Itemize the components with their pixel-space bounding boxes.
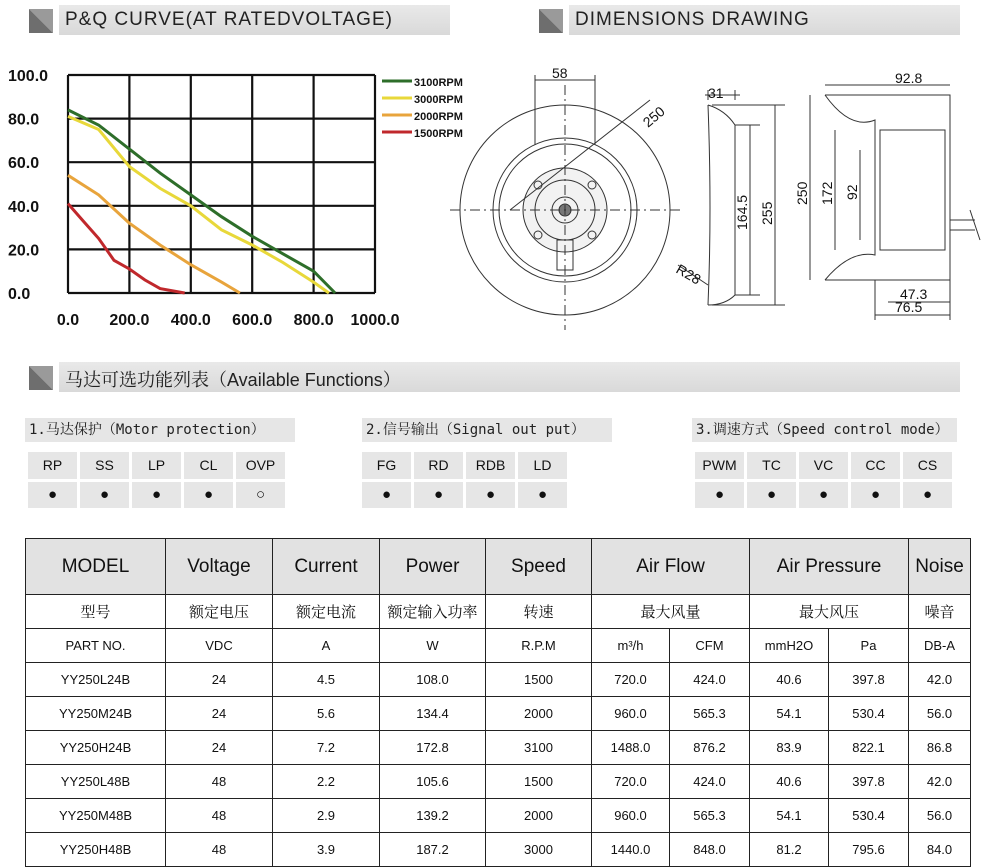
table-unit-row [26, 629, 971, 663]
header-power: Power [380, 539, 486, 595]
corner-icon [25, 5, 59, 35]
y-tick-label: 60.0 [8, 155, 40, 173]
functions-section-title: 马达可选功能列表（Available Functions） [65, 370, 401, 390]
dim-172: 172 [819, 181, 835, 205]
y-tick-label: 20.0 [8, 242, 40, 260]
function-cell: TC ● [747, 452, 796, 508]
table-row [26, 765, 971, 799]
dim-47-3: 47.3 [900, 286, 928, 302]
dim-31: 31 [708, 85, 724, 101]
table-cell: 960.0 [592, 697, 670, 731]
pq-section-header [25, 5, 450, 35]
table-cell: 187.2 [380, 833, 486, 867]
table-cell: 397.8 [829, 663, 909, 697]
table-cell: 848.0 [670, 833, 750, 867]
pq-section-title: P&Q CURVE(AT RATEDVOLTAGE) [65, 9, 393, 30]
table-cell: 2.2 [273, 765, 380, 799]
legend-label: 1500RPM [414, 128, 463, 140]
table-cell: 1440.0 [592, 833, 670, 867]
table-cell: 424.0 [670, 663, 750, 697]
y-tick-label: 40.0 [8, 198, 40, 216]
table-cell: YY250M48B [26, 799, 166, 833]
function-cell: FG ● [362, 452, 411, 508]
unit-cell: A [273, 629, 380, 663]
table-cell: 565.3 [670, 799, 750, 833]
table-cell: 720.0 [592, 765, 670, 799]
unit-cell: Pa [829, 629, 909, 663]
dim-250: 250 [639, 103, 668, 131]
header-cn: 型号 [26, 595, 166, 629]
table-cell: 42.0 [909, 663, 971, 697]
header-model: MODEL [26, 539, 166, 595]
x-tick-label: 400.0 [170, 312, 211, 329]
table-cell: 2000 [486, 799, 592, 833]
dim-r28: R28 [673, 260, 704, 288]
table-cell: 2000 [486, 697, 592, 731]
unit-cell: mmH2O [750, 629, 829, 663]
legend-label: 3100RPM [414, 77, 463, 89]
unit-cell: CFM [670, 629, 750, 663]
table-cell: YY250M24B [26, 697, 166, 731]
functions-section-header [25, 362, 960, 392]
pq-curve-chart [0, 40, 500, 380]
table-cell: 54.1 [750, 799, 829, 833]
table-cell: 3000 [486, 833, 592, 867]
function-cell: LD ● [518, 452, 567, 508]
function-cell: RP ● [28, 452, 77, 508]
motor-protection-cells [28, 452, 285, 508]
table-cell: 795.6 [829, 833, 909, 867]
header-voltage: Voltage [166, 539, 273, 595]
table-header-row-cn [26, 595, 971, 629]
dim-255: 255 [759, 201, 775, 225]
table-cell: 7.2 [273, 731, 380, 765]
header-cn: 最大风压 [750, 595, 909, 629]
function-cell: CL ● [184, 452, 233, 508]
table-cell: 565.3 [670, 697, 750, 731]
table-cell: 530.4 [829, 799, 909, 833]
table-cell: 3.9 [273, 833, 380, 867]
corner-icon [535, 5, 569, 35]
function-cell: CC ● [851, 452, 900, 508]
table-cell: 424.0 [670, 765, 750, 799]
table-cell: 139.2 [380, 799, 486, 833]
x-tick-label: 1000.0 [350, 312, 400, 329]
signal-output-cells [362, 452, 567, 508]
table-cell: 530.4 [829, 697, 909, 731]
table-row [26, 833, 971, 867]
dim-section-title: DIMENSIONS DRAWING [575, 9, 810, 30]
table-cell: YY250H24B [26, 731, 166, 765]
header-current: Current [273, 539, 380, 595]
table-cell: 42.0 [909, 765, 971, 799]
series-line-3100rpm [68, 110, 335, 293]
table-cell: 105.6 [380, 765, 486, 799]
motor-protection-title: 1.马达保护（Motor protection） [25, 418, 295, 442]
function-cell: SS ● [80, 452, 129, 508]
front-view [450, 65, 680, 330]
dimensions-drawing [450, 40, 990, 330]
table-cell: 2.9 [273, 799, 380, 833]
y-tick-label: 100.0 [8, 68, 49, 85]
unit-cell: PART NO. [26, 629, 166, 663]
dim-76-5: 76.5 [895, 299, 923, 315]
y-tick-label: 0.0 [8, 286, 31, 303]
x-tick-label: 200.0 [109, 312, 150, 329]
x-tick-label: 600.0 [232, 312, 273, 329]
table-cell: 876.2 [670, 731, 750, 765]
table-cell: 24 [166, 697, 273, 731]
table-cell: 54.1 [750, 697, 829, 731]
function-cell: OVP ○ [236, 452, 285, 508]
table-cell: YY250L48B [26, 765, 166, 799]
table-cell: 720.0 [592, 663, 670, 697]
side-view [674, 85, 786, 305]
function-cell: RDB ● [466, 452, 515, 508]
table-cell: 56.0 [909, 799, 971, 833]
table-row [26, 697, 971, 731]
table-cell: 24 [166, 663, 273, 697]
table-cell: 83.9 [750, 731, 829, 765]
dim-250-profile: 250 [794, 181, 810, 205]
speed-control-cells [695, 452, 952, 508]
table-cell: 48 [166, 799, 273, 833]
dim-section-header [535, 5, 960, 35]
dim-164-5: 164.5 [734, 194, 750, 230]
profile-view [794, 70, 980, 320]
table-cell: 48 [166, 833, 273, 867]
header-speed: Speed [486, 539, 592, 595]
signal-output-title: 2.信号输出（Signal out put） [362, 418, 612, 442]
header-noise: Noise [909, 539, 971, 595]
dim-58: 58 [552, 65, 568, 81]
table-cell: 86.8 [909, 731, 971, 765]
table-cell: 397.8 [829, 765, 909, 799]
table-cell: 56.0 [909, 697, 971, 731]
table-cell: 960.0 [592, 799, 670, 833]
header-air-flow: Air Flow [592, 539, 750, 595]
table-cell: 84.0 [909, 833, 971, 867]
table-row [26, 799, 971, 833]
table-cell: 40.6 [750, 765, 829, 799]
table-cell: 1500 [486, 663, 592, 697]
table-cell: 81.2 [750, 833, 829, 867]
table-cell: 3100 [486, 731, 592, 765]
dim-92: 92 [844, 184, 860, 200]
x-tick-label: 800.0 [293, 312, 334, 329]
function-cell: PWM ● [695, 452, 744, 508]
header-cn: 最大风量 [592, 595, 750, 629]
corner-icon [25, 362, 59, 392]
legend-label: 3000RPM [414, 94, 463, 106]
header-cn: 噪音 [909, 595, 971, 629]
table-cell: 172.8 [380, 731, 486, 765]
table-cell: 40.6 [750, 663, 829, 697]
spec-table [25, 538, 971, 867]
function-cell: CS ● [903, 452, 952, 508]
header-cn: 额定电压 [166, 595, 273, 629]
table-cell: 1500 [486, 765, 592, 799]
x-tick-label: 0.0 [56, 312, 80, 329]
table-row [26, 731, 971, 765]
function-cell: LP ● [132, 452, 181, 508]
function-cell: VC ● [799, 452, 848, 508]
legend-label: 2000RPM [414, 111, 463, 123]
dim-92-8: 92.8 [895, 70, 923, 86]
table-cell: 134.4 [380, 697, 486, 731]
unit-cell: DB-A [909, 629, 971, 663]
table-cell: 24 [166, 731, 273, 765]
header-air-pressure: Air Pressure [750, 539, 909, 595]
table-cell: YY250L24B [26, 663, 166, 697]
table-cell: 48 [166, 765, 273, 799]
table-cell: 1488.0 [592, 731, 670, 765]
unit-cell: R.P.M [486, 629, 592, 663]
function-cell: RD ● [414, 452, 463, 508]
speed-control-title: 3.调速方式（Speed control mode） [692, 418, 957, 442]
header-cn: 转速 [486, 595, 592, 629]
unit-cell: W [380, 629, 486, 663]
table-header-row [26, 539, 971, 595]
header-cn: 额定输入功率 [380, 595, 486, 629]
unit-cell: VDC [166, 629, 273, 663]
table-row [26, 663, 971, 697]
unit-cell: m³/h [592, 629, 670, 663]
table-cell: YY250H48B [26, 833, 166, 867]
header-cn: 额定电流 [273, 595, 380, 629]
table-cell: 108.0 [380, 663, 486, 697]
table-cell: 5.6 [273, 697, 380, 731]
y-tick-label: 80.0 [8, 111, 40, 129]
table-cell: 822.1 [829, 731, 909, 765]
table-cell: 4.5 [273, 663, 380, 697]
